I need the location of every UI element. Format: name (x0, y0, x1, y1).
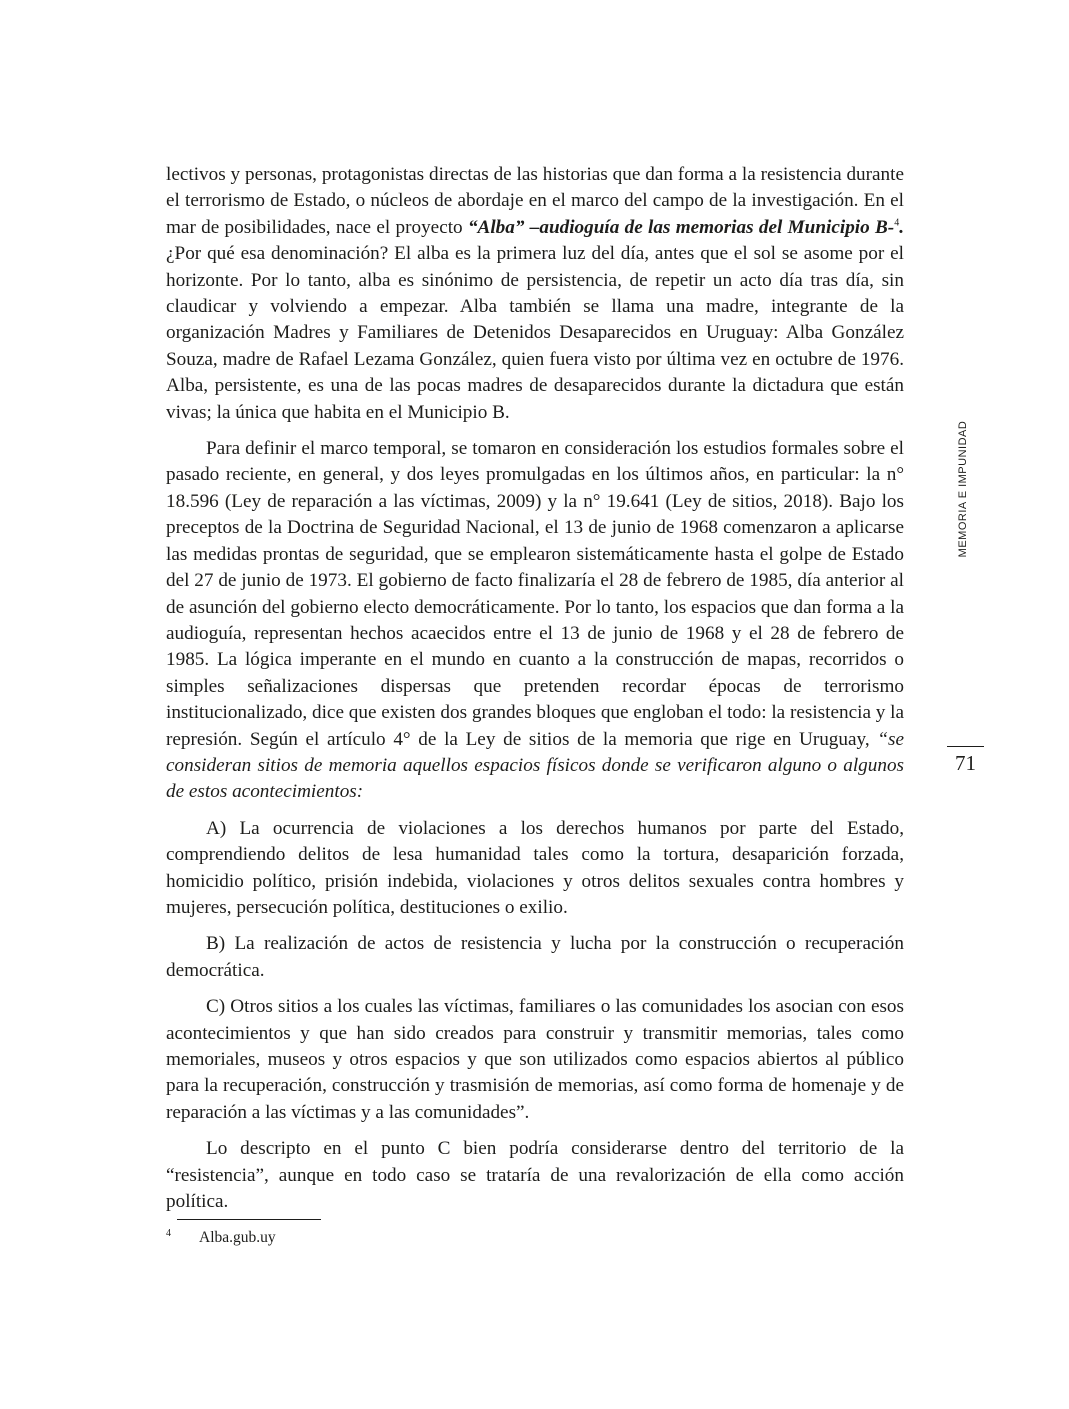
paragraph-1 (166, 162, 904, 426)
paragraph-2 (166, 436, 904, 806)
page-number: 71 (955, 751, 976, 775)
footnote-mark: 4 (166, 1228, 171, 1239)
footnote-separator (177, 1219, 321, 1220)
paragraph-item-b: B) La realización de actos de resistencia y lucha por la construcción o recuperación democrática. (166, 933, 904, 981)
project-title: “Alba” –audioguía de las memorias del Municipio B- (467, 216, 895, 238)
paragraph-2-text: Para definir el marco temporal, se tomaron en consideración los estudios formales sobre el pasado reciente, en general, y dos leyes promulgadas en los últimos años, en particular: la n° 18.596 (Ley de reparación a las víctimas, 2009) y la n° 19.641 (Ley de sitios, 2018). Bajo los preceptos de la Doctrina de Seguridad Nacional, el 13 de junio de 1968 comenzaron a aplicarse las medidas prontas de seguridad, que se emplearon sistemáticamente hasta el golpe de Estado del 27 de junio de 1973. El gobierno de facto finalizaría el 28 de febrero de 1985, día anterior al de asunción del gobierno electo democráticamente. Por lo tanto, los espacios que dan forma a la audioguía, representan hechos acaecidos entre el 13 de junio de 1968 y el 28 de febrero de 1985. La lógica imperante en el mundo en cuanto a la construcción de mapas, recorridos o simples señalizaciones dispersas que pretenden recordar épocas de terrorismo institucionalizado, dice que existen dos grandes bloques que engloban el todo: la resistencia y la represión. Según el artículo 4° de la Ley de sitios de la memoria que rige en Uruguay, (166, 438, 904, 750)
page-number-rule (947, 746, 984, 747)
paragraph-item-a: A) La ocurrencia de violaciones a los derechos humanos por parte del Estado, comprendiendo delitos de lesa humanidad tales como la tortura, desaparición forzada, homicidio político, prisión indebida, violaciones y otros delitos sexuales contra hombres y mujeres, persecución política, destituciones o exilio. (166, 817, 904, 918)
paragraph-closing: Lo descripto en el punto C bien podría considerarse dentro del territorio de la “resistencia”, aunque en todo caso se trataría de una revalorización de ella como acción política. (166, 1138, 904, 1213)
footnote-text[interactable]: Alba.gub.uy (199, 1229, 276, 1246)
paragraph-1-text-a: lectivos y personas, protagonistas directas de las historias que dan forma a la resistencia durante el terrorismo de Estado, o núcleos de abordaje en el marco del campo de la investigación. En el mar de posibilidades, nace el proyecto (166, 164, 904, 238)
body-text (166, 162, 904, 1225)
footnote-reference[interactable]: 4 (894, 217, 900, 229)
paragraph-item-c: C) Otros sitios a los cuales las víctimas, familiares o las comunidades los asocian con esos acontecimientos y que han sido creados para construir y transmitir memorias, tales como memoriales, museos y otros espacios y que son utilizados como espacios abiertos al público para la recuperación, construcción y trasmisión de memorias, así como forma de homenaje y de reparación a las víctimas y a las comunidades”. (166, 996, 904, 1123)
paragraph-1-text-b: ¿Por qué esa denominación? El alba es la primera luz del día, antes que el sol se asome por el horizonte. Por lo tanto, alba es sinónimo de persistencia, de repetir un acto día tras día, sin claudicar y volviendo a empezar. Alba también se llama una madre, integrante de la organización Madres y Familiares de Detenidos Desaparecidos en Uruguay: Alba González Souza, madre de Rafael Lezama González, quien fuera visto por última vez en octubre de 1976. Alba, persistente, es una de las pocas madres de desaparecidos durante la dictadura que están vivas; la única que habita en el Municipio B. (166, 243, 904, 423)
project-title-period: . (899, 216, 904, 238)
law-quote: “se consideran sitios de memoria aquellos espacios físicos donde se verificaron alguno o algunos de estos acontecimientos: (166, 728, 904, 803)
running-header-text: MEMORIA E IMPUNIDAD (957, 420, 969, 558)
